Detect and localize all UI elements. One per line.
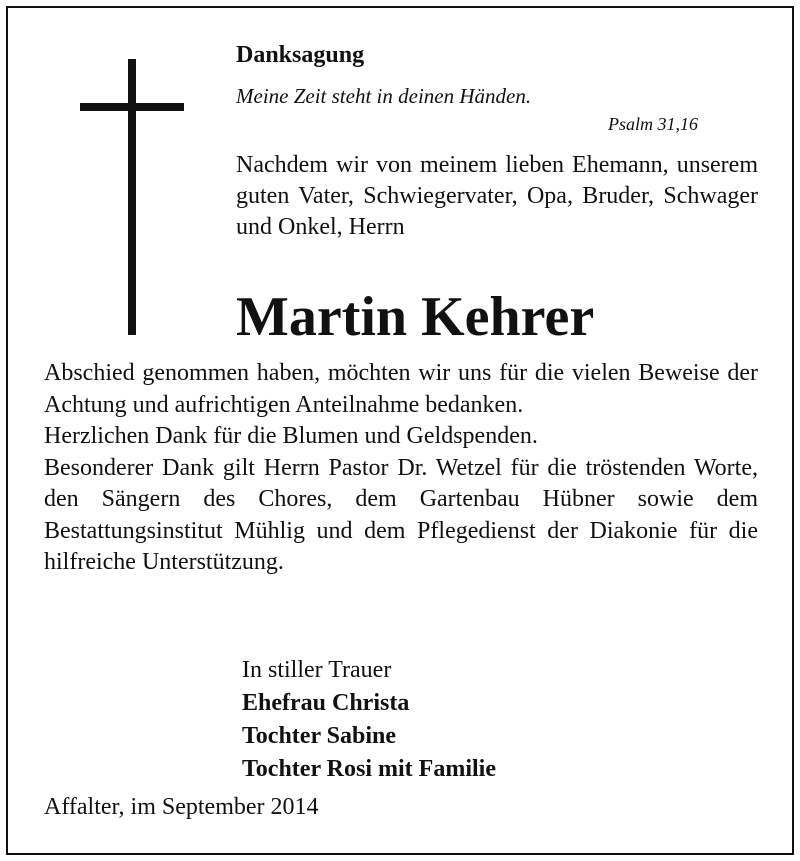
- body-paragraph-1: Abschied genommen haben, möchten wir uns für die vielen Beweise der Achtung und aufrichtigen Anteilnahme bedanken.: [44, 360, 758, 418]
- mourner-name: Tochter Sabine: [242, 723, 397, 749]
- deceased-name: Martin Kehrer: [236, 286, 595, 348]
- place-date: Affalter, im September 2014: [44, 794, 319, 820]
- intro-text: Nachdem wir von meinem lieben Ehemann, unserem guten Vater, Schwiegervater, Opa, Bruder, Schwager und Onkel, Herrn: [236, 152, 758, 240]
- verse-source: Psalm 31,16: [608, 114, 698, 134]
- body-paragraph-3: Besonderer Dank gilt Herrn Pastor Dr. Wetzel für die tröstenden Worte, den Sängern des Chores, dem Gartenbau Hübner sowie dem Bestattungsinstitut Mühlig und dem Pflegedienst der Diakonie für die hilfreiche Unterstützung.: [44, 454, 758, 575]
- mourners: [242, 654, 496, 786]
- cross-icon: [128, 59, 136, 335]
- cross-icon-bar: [80, 103, 184, 111]
- body-text: [44, 358, 758, 579]
- mourners-lead: In stiller Trauer: [242, 657, 392, 683]
- verse: Meine Zeit steht in deinen Händen.: [236, 84, 532, 108]
- mourner-name: Ehefrau Christa: [242, 690, 410, 716]
- heading: Danksagung: [236, 42, 365, 68]
- mourner-name: Tochter Rosi mit Familie: [242, 756, 496, 782]
- body-paragraph-2: Herzlichen Dank für die Blumen und Geldspenden.: [44, 423, 538, 449]
- obituary-card: [6, 6, 794, 855]
